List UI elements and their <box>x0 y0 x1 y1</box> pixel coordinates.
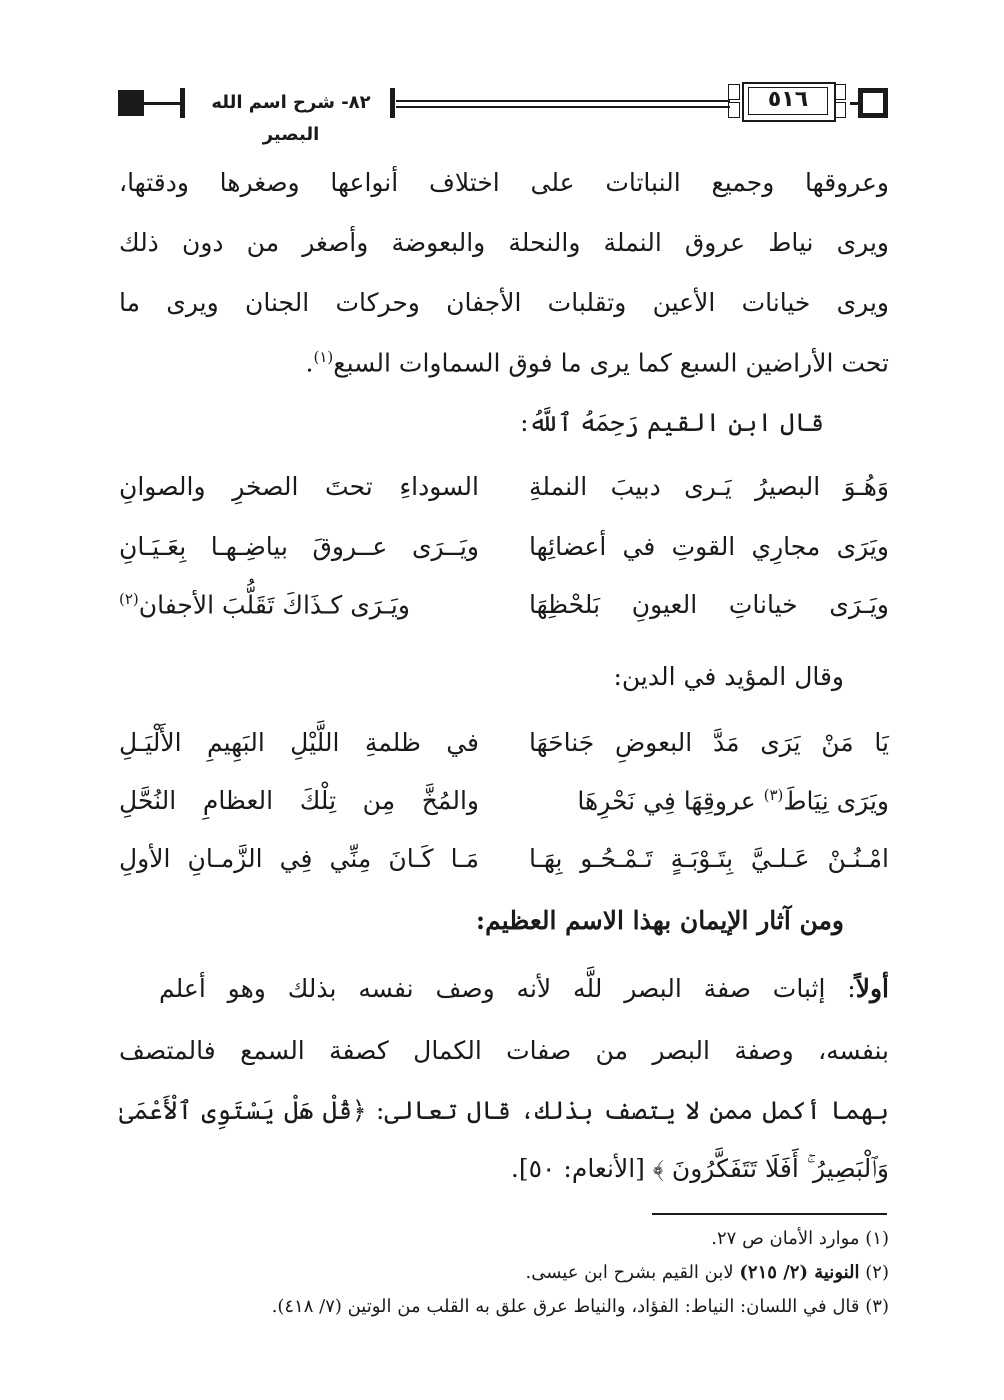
enumerator: أولاً <box>855 974 889 1003</box>
body-line: وَٱلْبَصِيرُ ۚ أَفَلَا تَتَفَكَّرُونَ ﴾ [الأنعام: ٥٠]. <box>510 1154 889 1183</box>
section-heading: ومن آثار الإيمان بهذا الاسم العظيم: <box>475 906 844 935</box>
verse-hemistich-left: في ظلمةِ اللَّيْلِ البَهِيمِ الأَلْيَـلِ <box>119 728 479 757</box>
header-ornament-open-square <box>858 88 888 118</box>
verse-hemistich-right: امْـنُـنْ عَـلـيَّ بِتَـوْبَـةٍ تَـمْـحُـو بِهَـا <box>529 844 889 873</box>
body-line: بهما أكمل ممن لا يتصف بذلك، قال تعالى: ﴿قُلْ هَلْ يَسْتَوِى ٱلْأَعْمَىٰ <box>119 1096 889 1125</box>
verse <box>119 786 889 826</box>
footnote-ref: (٣) <box>763 786 784 804</box>
footnote-separator <box>652 1213 887 1215</box>
footnote-ref: (٢) <box>119 590 139 608</box>
verse-hemistich-left: ويَـرَى كـذَاكَ تَقَلُّبَ الأجفان$^{(٢)}$ <box>119 590 410 620</box>
body-line: بنفسه، وصفة البصر من صفات الكمال كصفة السمع فالمتصف <box>119 1036 889 1065</box>
poem-intro: وقال المؤيد في الدين: <box>613 662 844 691</box>
verse-hemistich-right: يَا مَنْ يَرَى مَدَّ البعوضِ جَناحَهَا <box>529 728 889 757</box>
body-line: ويرى نياط عروق النملة والنحلة والبعوضة وأصغر من دون ذلك <box>119 228 889 257</box>
verse-hemistich-left: مَـا كَـانَ مِنِّي فِي الزَّمـانِ الأولِ <box>119 844 479 873</box>
header-rule <box>396 100 730 102</box>
verse <box>119 728 889 768</box>
header-divider <box>180 88 185 118</box>
verse-hemistich-right: ويَرَى نِيَاطَ$^{(٣)}$ عروقِهَا فِي نَحْرِهَا <box>577 786 889 816</box>
page-number-frame <box>728 82 850 120</box>
verse-hemistich-left: ويَــرَى عــروقَ بياضِـهـا بِعَـيَـانِ <box>119 532 479 561</box>
footnote: (٢) النونية (٢/ ٢١٥) لابن القيم بشرح ابن عيسى. <box>525 1262 889 1283</box>
header-rule <box>144 102 182 105</box>
verse-hemistich-right: ويَـرَى خياناتِ العيونِ بَلحْظِهَا <box>529 590 889 619</box>
header-divider <box>390 88 395 118</box>
footnote-ref: (١) <box>313 348 334 366</box>
verse <box>119 472 889 512</box>
verse-hemistich-right: وَهُـوَ البصيرُ يَـرى دبيبَ النملةِ <box>529 472 889 501</box>
verse-hemistich-left: والمُخَّ مِن تِلْكَ العظامِ النُحَّلِ <box>119 786 479 815</box>
body-line: وعروقها وجميع النباتات على اختلاف أنواعها وصغرها ودقتها، <box>119 168 889 197</box>
poem-intro: قال ابن القيم رَحِمَهُ ٱللَّهُ: <box>520 408 824 437</box>
page-number: ٥١٦ <box>767 87 809 112</box>
footnote: (٣) قال في اللسان: النياط: الفؤاد، والنياط عرق علق به القلب من الوتين (٧/ ٤١٨). <box>271 1296 889 1317</box>
body-line: تحت الأراضين السبع كما يرى ما فوق السماوات السبع$^{(١)}$. <box>305 348 889 378</box>
header-rule <box>396 106 730 108</box>
header-ornament-filled-square <box>118 90 144 116</box>
verse <box>119 532 889 572</box>
verse <box>119 844 889 884</box>
running-header <box>118 78 888 145</box>
verse-hemistich-left: السوداءِ تحتَ الصخرِ والصوانِ <box>119 472 479 501</box>
chapter-title: ٨٢- شرح اسم الله البصير <box>211 92 371 145</box>
verse-hemistich-right: ويَرَى مجارِي القوتِ في أعضائِها <box>529 532 889 561</box>
body-line: أولاً: إثبات صفة البصر للَّه لأنه وصف نفسه بذلك وهو أعلم <box>159 974 889 1003</box>
body-line: ويرى خيانات الأعين وتقلبات الأجفان وحركات الجنان ويرى ما <box>119 288 889 317</box>
verse <box>119 590 889 630</box>
footnote: (١) موارد الأمان ص ٢٧. <box>711 1228 889 1249</box>
